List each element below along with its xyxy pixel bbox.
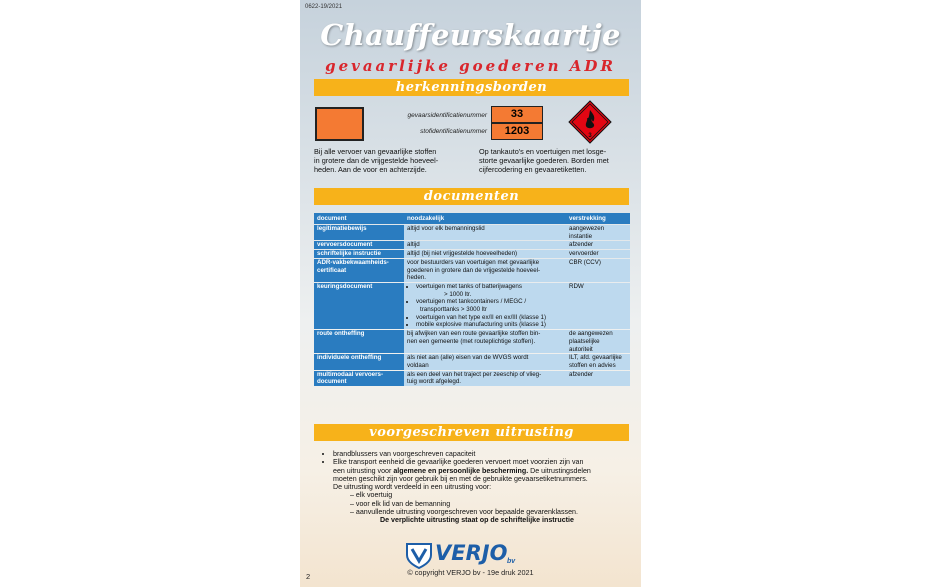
diamond-class-number: 3: [588, 133, 592, 139]
table-header-row: [314, 213, 630, 224]
documents-table: [314, 212, 630, 387]
page-number: 2: [306, 572, 311, 581]
table-row: ADR-vakbekwaamheids-certificaat voor bestuurders van voertuigen met gevaarlijke goederen in grotere dan de vrijgestelde hoeveel- heden. CBR (CCV): [314, 259, 630, 282]
copyright-line: © copyright VERJO bv - 19e druk 2021: [407, 568, 534, 577]
driver-card: [300, 0, 641, 587]
section-documents-header: documenten: [314, 188, 629, 205]
verjo-logo-suffix: bv: [507, 558, 516, 565]
substance-id-label: stofidentificatienummer: [420, 128, 487, 135]
equipment-item: • brandblussers van voorgeschreven capaciteit: [333, 450, 632, 458]
flammable-hazard-diamond-icon: [568, 100, 612, 144]
plates-left-text: Bij alle vervoer van gevaarlijke stoffen in grotere dan de vrijgestelde hoeveel- heden. Aan de voor en achterzijde.: [314, 147, 439, 174]
table-row: keuringsdocument • voertuigen met tanks of batterijwagens > 1000 ltr. • voertuigen met tankcontainers / MEGC / transporttanks > 3000 ltr • voertuigen van het type ex/II en ex/III (klasse 1) • mobile explosive manufacturing units (klasse 1) RDW: [314, 283, 630, 329]
card-title: Chauffeurskaartje: [320, 18, 621, 52]
table-row: legitimatiebewijs altijd voor elk bemanningslid aangewezen instantie: [314, 225, 630, 240]
table-row: multimodaal vervoers-document als een deel van het traject per zeeschip of vlieg- tuig wordt afgelegd. afzender: [314, 371, 630, 386]
table-row: schriftelijke instructie altijd (bij niet vrijgestelde hoeveelheden) vervoerder: [314, 250, 630, 258]
plates-right-text: Op tankauto's en voertuigen met losge- storte gevaarlijke goederen. Borden met cijfercodering en gevaaretiketten.: [479, 147, 609, 174]
verjo-logo-text: VERJO: [435, 541, 508, 565]
table-row: individuele ontheffing als niet aan (alle) eisen van de WVGS wordt voldaan ILT, afd. gevaarlijke stoffen en advies: [314, 354, 630, 369]
hazard-id-number: 33: [491, 106, 543, 123]
document-code: 0622-19/2021: [305, 4, 343, 10]
card-subtitle: gevaarlijke goederen ADR: [325, 57, 616, 75]
header-document: document: [314, 213, 404, 224]
header-issuer: verstrekking: [566, 213, 630, 224]
hazard-id-label: gevaarsidentificatienummer: [407, 112, 487, 119]
plain-orange-plate: [315, 107, 364, 141]
table-row: vervoersdocument altijd afzender: [314, 241, 630, 249]
section-recognition-header: herkenningsborden: [314, 79, 629, 96]
substance-id-number: 1203: [491, 123, 543, 140]
equipment-note: De verplichte uitrusting staat op de schriftelijke instructie: [380, 516, 574, 525]
equipment-item: • Elke transport eenheid die gevaarlijke goederen vervoert moet voorzien zijn van een uitrusting voor algemene en persoonlijke bescherming. De uitrustingsdelen moeten geschikt zijn voor gebruik bij en met de gebruikte gevaarsetiketnummers. De uitrusting wordt verdeeld in een uitrusting voor: – elk voertuig – voor elk lid van de bemanning – aanvullende uitrusting voorgeschreven voor bepaalde gevarenklassen.: [333, 458, 632, 516]
header-required: noodzakelijk: [404, 213, 566, 224]
table-row: route ontheffing bij afwijken van een route gevaarlijke stoffen bin- nen een gemeente (met routeplichtige stoffen). de aangewezen plaatselijke autoriteit: [314, 330, 630, 353]
equipment-list: [322, 450, 632, 525]
section-equipment-header: voorgeschreven uitrusting: [314, 424, 629, 441]
